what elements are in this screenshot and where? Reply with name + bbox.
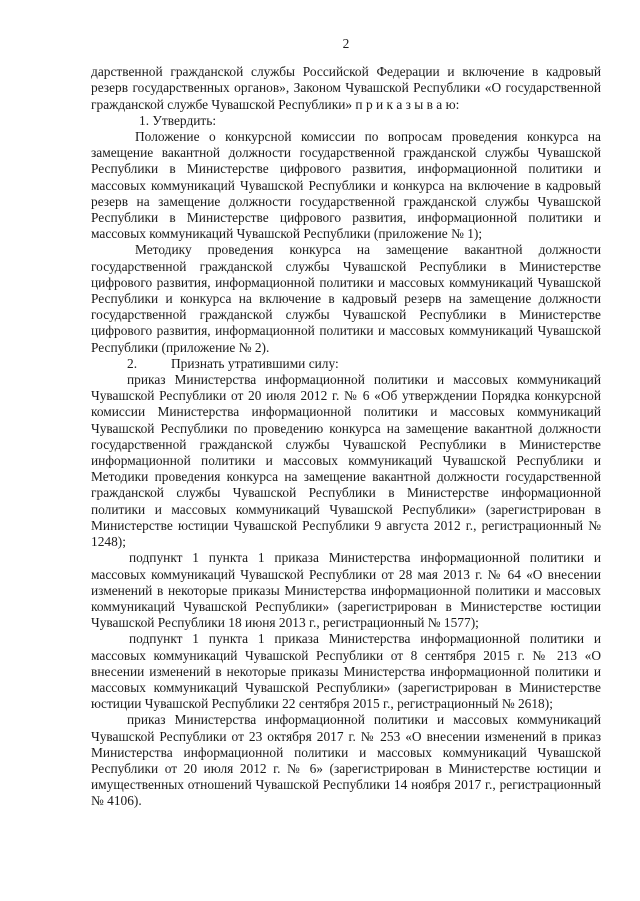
item-1-methodology-paragraph: Методику проведения конкурса на замещение вакантной должности государственной гражданской службы Чувашской Республики в Министерстве цифрового развития, информационной политики и массовых коммуникаций Чувашской Республики и конкурса на включение в кадровый резерв на замещение должности государственной гражданской службы Чувашской Республики в Министерстве цифрового развития, информационной политики и массовых коммуникаций Чувашской Республики (приложение № 2).	[91, 242, 601, 355]
repealed-order-2012: приказ Министерства информационной политики и массовых коммуникаций Чувашской Республики от 20 июля 2012 г. № 6 «Об утверждении Порядка конкурсной комиссии Министерства информационной политики и массовых коммуникаций Чувашской Республики по проведению конкурса на замещение вакантной должности государственной гражданской службы Чувашской Республики в Министерстве информационной политики и массовых коммуникаций Чувашской Республики и Методики проведения конкурса на замещение вакантной должности государственной гражданской службы Чувашской Республики в Министерстве информационной политики и массовых коммуникаций Чувашской Республики» (зарегистрирован в Министерстве юстиции Чувашской Республики 9 августа 2012 г., регистрационный № 1248);	[91, 372, 601, 550]
repealed-order-2017: приказ Министерства информационной политики и массовых коммуникаций Чувашской Республики от 23 октября 2017 г. № 253 «О внесении изменений в приказ Министерства информационной политики и массовых коммуникаций Чувашской Республики от 20 июля 2012 г. № 6» (зарегистрирован в Министерстве юстиции и имущественных отношений Чувашской Республики 14 ноября 2017 г., регистрационный № 4106).	[91, 712, 601, 809]
item-1	[91, 113, 601, 129]
item-2-heading: Признать утратившими силу:	[171, 355, 339, 371]
repealed-subclause-2015: подпункт 1 пункта 1 приказа Министерства информационной политики и массовых коммуникаций Чувашской Республики от 8 сентября 2015 г. № 213 «О внесении изменений в некоторые приказы Министерства информационной политики и массовых коммуникаций Чувашской Республики» (зарегистрирован в Министерстве юстиции Чувашской Республики 22 сентября 2015 г., регистрационный № 2618);	[91, 631, 601, 712]
intro-paragraph: дарственной гражданской службы Российской Федерации и включение в кадровый резерв государственных органов», Законом Чувашской Республики «О государственной гражданской службе Чувашской Республики» п р и к а з ы в а ю:	[91, 64, 601, 112]
item-2	[91, 356, 601, 372]
item-2-number: 2.	[127, 355, 138, 371]
item-1-heading: Утвердить:	[152, 112, 217, 128]
item-1-number: 1.	[139, 112, 150, 128]
document-page	[91, 36, 601, 810]
repealed-subclause-2013: подпункт 1 пункта 1 приказа Министерства информационной политики и массовых коммуникаций Чувашской Республики от 28 мая 2013 г. № 64 «О внесении изменений в некоторые приказы Министерства информационной политики и массовых коммуникаций Чувашской Республики» (зарегистрирован в Министерстве юстиции Чувашской Республики 18 июня 2013 г., регистрационный № 1577);	[91, 550, 601, 631]
item-1-regulation-paragraph: Положение о конкурсной комиссии по вопросам проведения конкурса на замещение вакантной должности государственной гражданской службы Чувашской Республики в Министерстве цифрового развития, информационной политики и массовых коммуникаций Чувашской Республики и конкурса на включение в кадровый резерв на замещение должности государственной гражданской службы Чувашской Республики в Министерстве цифрового развития, информационной политики и массовых коммуникаций Чувашской Республики (приложение № 1);	[91, 129, 601, 242]
page-number: 2	[342, 36, 350, 51]
